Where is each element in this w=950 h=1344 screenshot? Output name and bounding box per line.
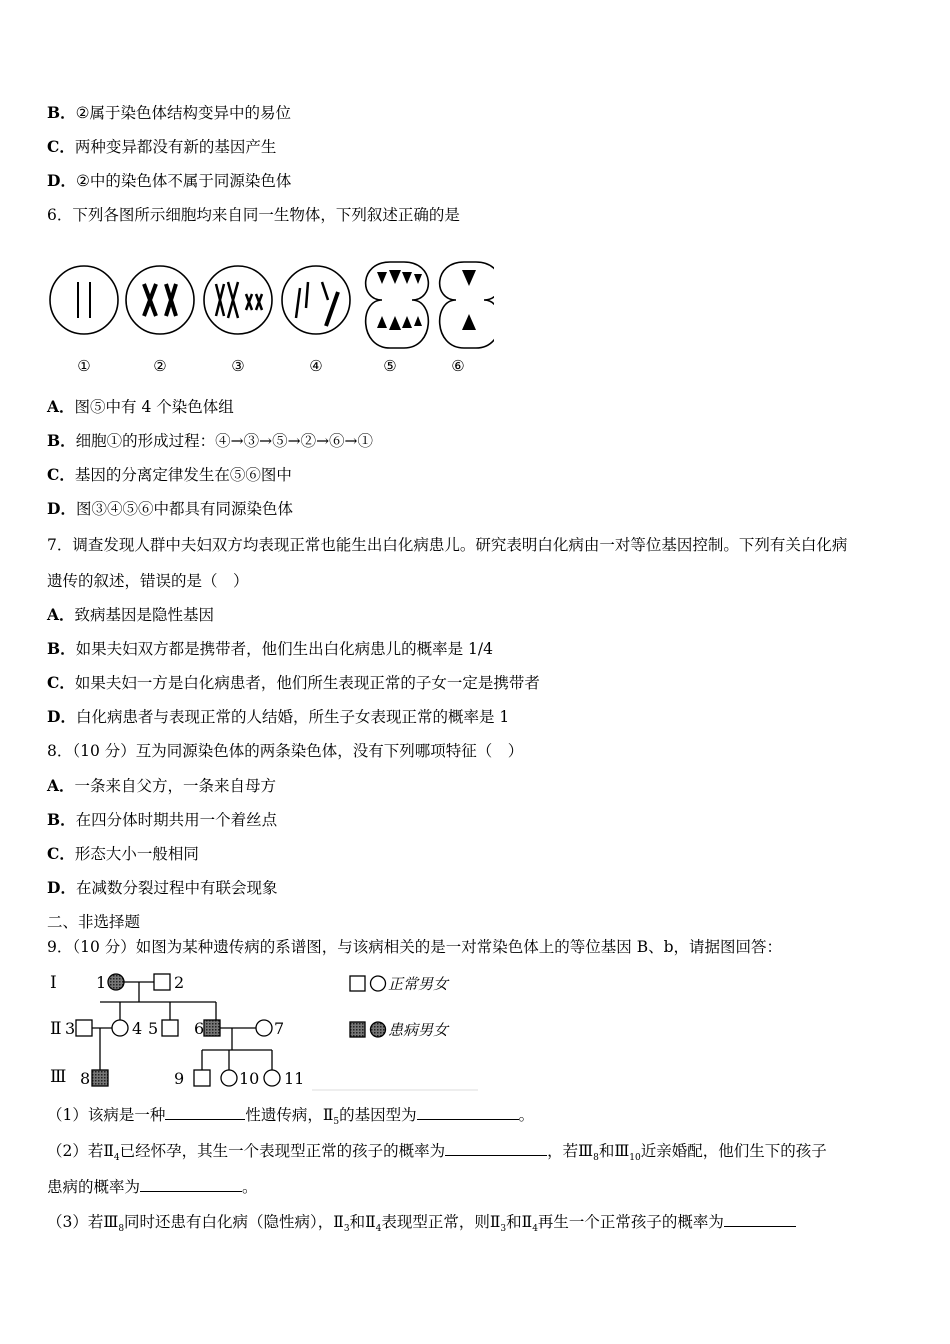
option-text: 如果夫妇一方是白化病患者，他们所生表现正常的子女一定是携带者 [74,674,540,692]
q8-option-d [47,878,277,898]
q8-stem: 8．（10 分）互为同源染色体的两条染色体，没有下列哪项特征（ ） [47,742,524,760]
q6-option-c [47,465,292,485]
option-text: 细胞①的形成过程：④→③→⑤→②→⑥→① [75,432,374,450]
answer-blank[interactable] [445,1140,547,1156]
option-text: 如果夫妇双方都是携带者，他们生出白化病患儿的概率是 1/4 [75,640,493,658]
person-7-normal-female [256,1020,272,1036]
option-label: B． [47,431,76,450]
q5-option-b [47,103,291,123]
text-run: 患病的概率为 [47,1178,141,1196]
q5-option-c [47,137,276,157]
q7-option-a [47,605,214,625]
person-4-normal-female [112,1020,128,1036]
cell-2-chromosomes [144,284,176,316]
option-label: C． [47,137,75,156]
person-number: 11 [284,1069,305,1088]
q6-stem: 6．下列各图所示细胞均来自同一生物体，下列叙述正确的是 [47,206,460,224]
option-text: 致病基因是隐性基因 [74,606,215,624]
legend-normal-male-icon [350,976,365,991]
cell-label: ① [77,357,91,375]
option-text: 白化病患者与表现正常的人结婚，所生子女表现正常的概率是 1 [75,708,510,726]
person-1-affected-female [108,974,124,990]
person-number: 9 [174,1069,185,1088]
person-8-affected-male [92,1070,108,1086]
legend-normal-female-icon [371,976,386,991]
person-2-normal-male [154,974,170,990]
person-number: 3 [65,1019,76,1038]
legend-affected-female-icon [371,1022,386,1037]
person-5-normal-male [162,1020,178,1036]
section-heading: 二、非选择题 [47,913,141,931]
subscript: 8 [593,1153,599,1164]
subscript: 10 [629,1153,641,1164]
subscript: 4 [532,1224,538,1235]
q7-stem-line1: 7．调查发现人群中夫妇双方均表现正常也能生出白化病患儿。研究表明白化病由一对等位基因控制。下列有关白化病 [47,536,848,554]
text-run: 同时还患有白化病（隐性病），Ⅱ [124,1213,344,1231]
cell-label: ④ [309,357,323,375]
answer-blank[interactable] [417,1104,519,1120]
option-text: ②属于染色体结构变异中的易位 [75,104,292,122]
text-run: （3）若Ⅲ [47,1213,119,1231]
option-text: ②中的染色体不属于同源染色体 [75,172,292,190]
person-number: 7 [274,1019,285,1038]
person-number: 1 [96,973,107,992]
person-number: 5 [148,1019,159,1038]
legend-normal-label: 正常男女 [388,975,449,993]
cell-3-chromosomes [216,282,262,318]
cell-1-chromosomes [78,282,90,318]
text-run: ，若Ⅲ [547,1142,594,1160]
text-run: 性遗传病，Ⅱ [245,1106,334,1124]
option-text: 一条来自父方，一条来自母方 [74,777,277,795]
text-run: 再生一个正常孩子的概率为 [537,1213,724,1231]
generation-label: Ⅱ [50,1019,62,1039]
person-6-affected-male [204,1020,220,1036]
q9-part3 [47,1211,796,1239]
legend-affected-male-icon [350,1022,365,1037]
generation-label: Ⅲ [50,1067,67,1087]
option-label: D． [47,171,76,190]
text-run: （2）若Ⅱ [47,1142,114,1160]
q9-stem: 9．（10 分）如图为某种遗传病的系谱图，与该病相关的是一对常染色体上的等位基因 B、b，请据图回答： [47,938,783,956]
option-label: A． [47,605,75,624]
text-run: 。 [242,1178,258,1196]
cell-label: ⑤ [383,357,397,375]
cell-label: ⑥ [451,357,465,375]
text-run: 和Ⅲ [598,1142,630,1160]
subscript: 3 [343,1224,350,1235]
person-9-normal-male [194,1070,210,1086]
option-label: C． [47,844,75,863]
q6-option-a [47,397,234,417]
option-text: 形态大小一般相同 [74,845,199,863]
option-label: D． [47,878,76,897]
option-label: D． [47,499,76,518]
person-10-normal-female [221,1070,237,1086]
q9-part2-line1 [47,1140,827,1168]
answer-blank[interactable] [165,1104,245,1120]
subscript: 3 [500,1224,507,1235]
q6-option-d [47,499,293,519]
q9-part2-line2 [47,1176,258,1197]
option-text: 两种变异都没有新的基因产生 [74,138,277,156]
q5-option-d [47,171,291,191]
person-11-normal-female [264,1070,280,1086]
legend-affected-label: 患病男女 [388,1021,449,1039]
text-run: 和Ⅱ [349,1213,376,1231]
person-number: 2 [174,973,185,992]
generation-label: Ⅰ [50,973,57,993]
cell-1-outline [50,266,118,334]
person-number: 4 [132,1019,143,1038]
q8-option-b [47,810,277,830]
q7-option-b [47,639,493,659]
option-text: 在减数分裂过程中有联会现象 [75,879,278,897]
q7-option-c [47,673,540,693]
answer-blank[interactable] [724,1211,796,1227]
text-run: 表现型正常，则Ⅱ [381,1213,501,1231]
person-number: 8 [80,1069,91,1088]
pedigree-chart [44,966,484,1094]
person-3-normal-male [76,1020,92,1036]
option-label: B． [47,639,76,658]
option-text: 在四分体时期共用一个着丝点 [75,811,278,829]
q8-option-a [47,776,276,796]
q7-option-d [47,707,509,727]
q8-option-c [47,844,199,864]
option-label: D． [47,707,76,726]
text-run: （1）该病是一种 [47,1106,166,1124]
option-label: B． [47,103,76,122]
cell-4-chromosomes [296,282,338,326]
cell-6-chromosomes [462,270,476,330]
option-label: C． [47,465,75,484]
person-number: 10 [239,1069,260,1088]
cell-2-outline [126,266,194,334]
cell-4-outline [282,266,350,334]
q6-option-b [47,431,373,451]
text-run: 已经怀孕，其生一个表现型正常的孩子的概率为 [119,1142,446,1160]
q9-part1 [47,1104,534,1132]
subscript: 4 [375,1224,382,1235]
cell-label: ② [153,357,167,375]
cell-3-outline [204,266,272,334]
person-number: 6 [194,1019,205,1038]
option-label: C． [47,673,75,692]
option-text: 图③④⑤⑥中都具有同源染色体 [75,500,293,518]
text-run: 和Ⅱ [506,1213,533,1231]
option-text: 基因的分离定律发生在⑤⑥图中 [74,466,292,484]
subscript: 5 [333,1117,340,1128]
q7-stem-line2: 遗传的叙述，错误的是（ ） [47,572,249,590]
option-label: A． [47,776,75,795]
text-run: 。 [518,1106,535,1124]
option-text: 图⑤中有 4 个染色体组 [74,398,234,416]
option-label: A． [47,397,75,416]
subscript: 8 [118,1224,125,1235]
text-run: 的基因型为 [339,1106,417,1124]
subscript: 4 [113,1153,120,1164]
cell-division-figure [44,242,494,382]
option-label: B． [47,810,76,829]
text-run: 近亲婚配，他们生下的孩子 [640,1142,827,1160]
cell-label: ③ [231,357,245,375]
answer-blank[interactable] [140,1176,242,1192]
